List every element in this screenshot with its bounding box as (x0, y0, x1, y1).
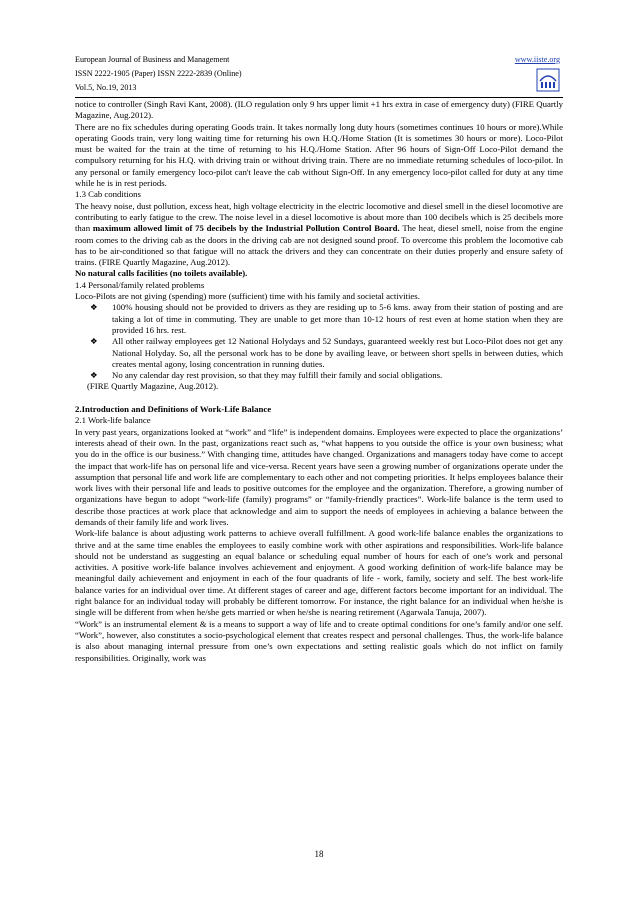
text-run: The heavy noise, dust pollution, excess heat, high voltage electricity in the electric locomotive and diesel smell in the diesel locomotive are contributing to early fatigue to the crew. The noise level in a diesel locomotive is about more than 100 decibels which is 25 decibels more than (75, 200, 563, 234)
paragraph: notice to controller (Singh Ravi Kant, 2008). (ILO regulation only 9 hrs upper limit +1 hrs extra in case of emergency duty) (FIRE Quartly Magazine, Aug.2012). (75, 99, 563, 121)
journal-url-link[interactable]: www.iiste.org (514, 55, 560, 64)
volume-line: Vol.5, No.19, 2013 (75, 83, 137, 92)
spacer (75, 393, 563, 404)
issn-line: ISSN 2222-1905 (Paper) ISSN 2222-2839 (Online) (75, 69, 242, 78)
bold-text-run: No natural calls facilities (no toilets available). (75, 268, 248, 279)
list-item (87, 302, 563, 336)
bullet-list (75, 302, 563, 381)
paragraph: Loco-Pilots are not giving (spending) more (sufficient) time with his family and societal activities. (75, 291, 420, 302)
section-heading-2 (75, 404, 563, 415)
diamond-bullet-icon: ❖ (90, 336, 98, 347)
diamond-bullet-icon: ❖ (90, 370, 98, 381)
iiste-logo-icon (536, 68, 560, 92)
paragraph: Work-life balance is about adjusting work patterns to achieve overall fulfillment. A good work-life balance enables the organizations to thrive and at the same time enables the employees to easily combine work with other aspirations and responsibilities. Work-life balance should not be understand as suggesting an equal balance or scheduling equal number of hours for each of one’s work and personal activities. A positive work-life balance involves achievement and enjoyment. A good working definition of work-life balance may be meaningful daily achievement and enjoyment in each of the four quadrants of life - work, family, society and self. The best work-life balance varies for an individual over time. At different stages of career and age, different factors become important for an individual. The right balance for an individual today will probably be different tomorrow. For instance, the right balance for an individual when he/she is single will be different from when he/she gets married or when he/she is nearing retirement (Agarwala Tanuja, 2007). (75, 528, 563, 618)
section-heading-1-3: 1.3 Cab conditions (75, 189, 141, 200)
section-heading-1-4: 1.4 Personal/family related problems (75, 279, 205, 290)
list-item-text: All other railway employees get 12 National Holydays and 52 Sundays, guaranteed weekly rest but Loco-Pilot does not get any National Holyday. So, all the personal work has to be done by availing leave, or between short spells in between duties, which creates mental agony, losing concentration in running duties. (112, 336, 563, 369)
header-divider (75, 97, 563, 98)
paragraph: “Work” is an instrumental element & is a means to support a way of life and to create optimal conditions for one’s family and/or one self. “Work”, however, also constitutes a socio-psychological element that creates respect and personal challenges. Thus, the work-life balance is also about managing internal pressure from one’s own expectations and setting realistic goals which do not inflict on family responsibilities. Originally, work was (75, 618, 563, 663)
paragraph: There are no fix schedules during operating Goods train. It takes normally long duty hours (sometimes continues 10 hours or more).While operating Goods train, very long waiting time for returning his own H.Q./Home Station (It is sometimes 30 hours or more). Loco-Pilot must be waited for the train at the time of returning to his H.Q./Home Station. After 96 hours of Sign-Off Loco-Pilot demand the compulsory returning for his H.Q. with driving train or without driving train. There are no immediate returning schedules of loco-pilot. In any personal or family emergency loco-pilot can't leave the cab without Sign-Off. In any emergency loco-pilot called for duty at any time while he is in rest periods. (75, 121, 563, 189)
paragraph (75, 201, 563, 269)
text-run: The heat, diesel smell, noise from the engine room comes to the driving cab as the doors in the driving cab are not designed sound proof. To overcome this problem the locomotive cab has to be air-conditioned so that fatigue will no attack the drivers and they can concentrate on their duties properly and ensure safety of trains. (FIRE Quartly Magazine, Aug.2012). (75, 223, 563, 268)
list-item (87, 370, 563, 381)
list-item (87, 336, 563, 370)
article-body (75, 99, 563, 664)
page-header (75, 53, 560, 95)
bold-text-run: 2.Introduction and Definitions of Work-Life Balance (75, 404, 272, 415)
page-number: 18 (314, 849, 324, 859)
bold-paragraph (75, 268, 563, 279)
diamond-bullet-icon: ❖ (90, 302, 98, 313)
section-heading-2-1: 2.1 Work-life balance (75, 415, 151, 426)
list-item-text: No any calendar day rest provision, so that they may fulfill their family and social obligations. (112, 370, 443, 381)
list-item-text: 100% housing should not be provided to drivers as they are residing up to 5-6 kms. away from their station of posting and are taking a lot of time in commuting. They are unable to get more than 10-12 hours of rest even at home station when they are provided 16 hrs. rest. (112, 302, 563, 335)
source-citation: (FIRE Quartly Magazine, Aug.2012). (87, 381, 219, 392)
bold-text-run: maximum allowed limit of 75 decibels by the Industrial Pollution Control Board. (92, 223, 400, 234)
paragraph: In very past years, organizations looked at “work” and “life” is independent domains. Employees were expected to place the organizations’ interests ahead of their own. In the past, organizations react such as, “what happens to you outside the office is your own business; what you do in the office is our business.” With changing time, attitudes have changed. Organizations and managers today have come to accept the impact that work-life has on personal life and vice-versa. Recent years have seen a growing number of organizations operate under the assumption that personal life and work life are complementary to each other and not competing priorities. It helps employees balance their work lives with their personal life and leads to positive outcomes for the employee and the organization. Therefore, a growing number of organizations have begun to adopt “work-life (family) programs” or “family-friendly practices”. Work-life balance is the term used to describe those practices at work place that acknowledge and aim to support the needs of employees in achieving a balance between the demands of their family life and work lives. (75, 426, 563, 527)
journal-name: European Journal of Business and Management (75, 55, 230, 64)
